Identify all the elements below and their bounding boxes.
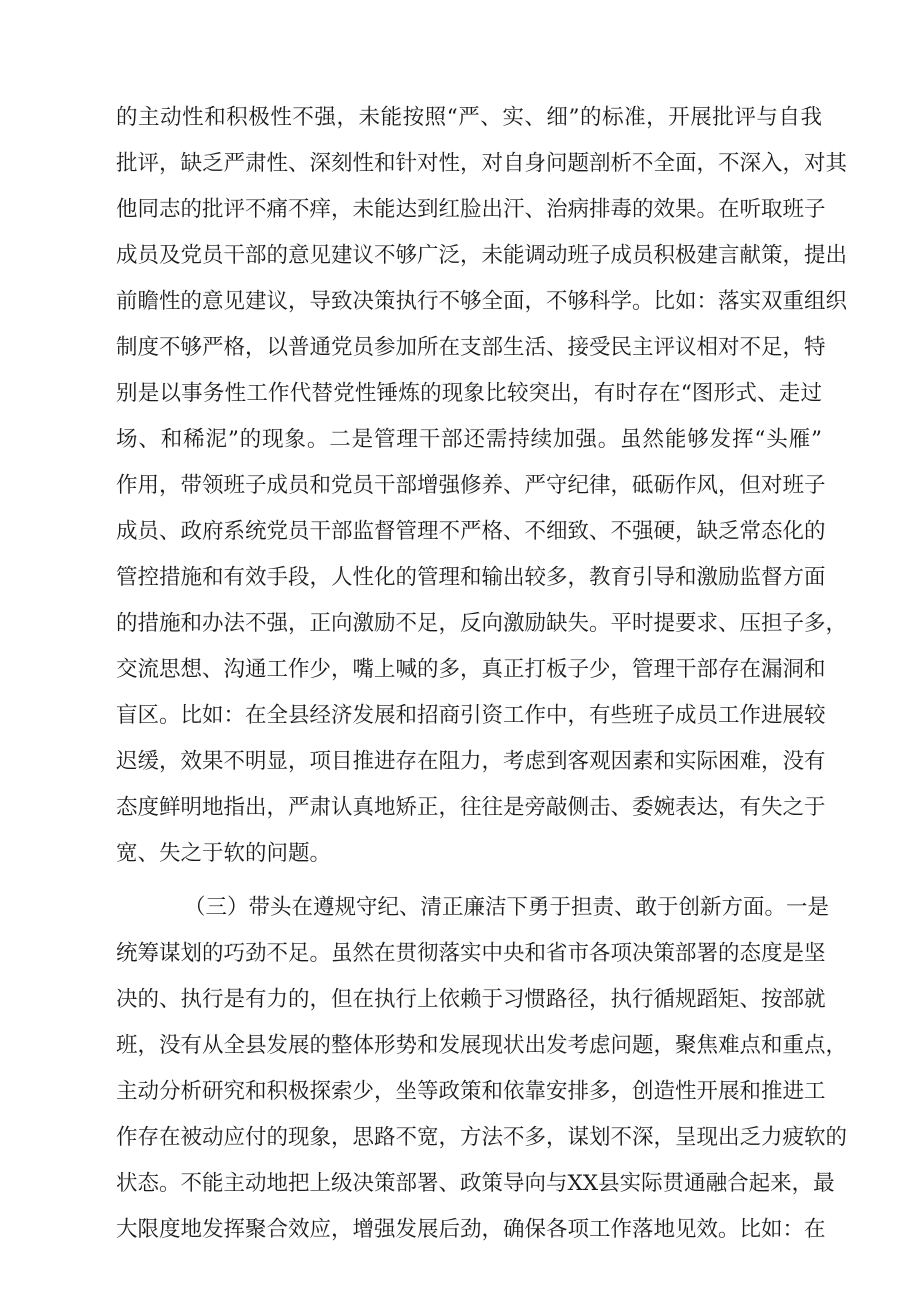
paragraph-1-line-15: 迟缓，效果不明显，项目推进存在阻力，考虑到客观因素和实际困难，没有 [116, 749, 826, 774]
paragraph-2-line-5: 主动分析研究和积极探索少，坐等政策和依靠安排多，创造性开展和推进工 [116, 1079, 826, 1104]
paragraph-2-line-4: 班，没有从全县发展的整体形势和发展现状出发考虑问题，聚焦难点和重点， [116, 1033, 848, 1058]
paragraph-1-line-16: 态度鲜明地指出，严肃认真地矫正，往往是旁敲侧击、委婉表达，有失之于 [116, 795, 826, 820]
paragraph-1-line-10: 成员、政府系统党员干部监督管理不严格、不细致、不强硬，缺乏常态化的 [116, 519, 826, 544]
paragraph-1-line-14: 盲区。比如：在全县经济发展和招商引资工作中，有些班子成员工作进展较 [116, 703, 826, 728]
paragraph-1-line-11: 管控措施和有效手段，人性化的管理和输出较多，教育引导和激励监督方面 [116, 565, 826, 590]
paragraph-1-line-5: 前瞻性的意见建议，导致决策执行不够全面，不够科学。比如：落实双重组织 [116, 289, 848, 314]
paragraph-2-line-2: 统筹谋划的巧劲不足。虽然在贯彻落实中央和省市各项决策部署的态度是坚 [116, 941, 826, 966]
paragraph-1-line-1: 的主动性和积极性不强，未能按照“严、实、细”的标准，开展批评与自我 [116, 105, 822, 130]
paragraph-1-line-2: 批评，缺乏严肃性、深刻性和针对性，对自身问题剖析不全面，不深入，对其 [116, 151, 848, 176]
paragraph-1-line-9: 作用，带领班子成员和党员干部增强修养、严守纪律，砥砺作风，但对班子 [116, 473, 826, 498]
paragraph-1-line-3: 他同志的批评不痛不痒，未能达到红脸出汗、治病排毒的效果。在听取班子 [116, 197, 826, 222]
paragraph-2-line-8: 大限度地发挥聚合效应，增强发展后劲，确保各项工作落地见效。比如：在 [116, 1217, 826, 1242]
paragraph-2-line-3: 决的、执行是有力的，但在执行上依赖于习惯路径，执行循规蹈矩、按部就 [116, 987, 826, 1012]
paragraph-1-line-17: 宽、失之于软的问题。 [116, 841, 332, 866]
paragraph-1-line-12: 的措施和办法不强，正向激励不足，反向激励缺失。平时提要求、压担子多， [116, 611, 848, 636]
paragraph-2-line-1: （三）带头在遵规守纪、清正廉洁下勇于担责、敢于创新方面。一是 [184, 895, 830, 920]
paragraph-2-line-6: 作存在被动应付的现象，思路不宽，方法不多，谋划不深，呈现出乏力疲软的 [116, 1125, 848, 1150]
paragraph-1-line-6: 制度不够严格，以普通党员参加所在支部生活、接受民主评议相对不足，特 [116, 335, 826, 360]
paragraph-1-line-7: 别是以事务性工作代替党性锤炼的现象比较突出，有时存在“图形式、走过 [116, 381, 822, 406]
paragraph-1-line-4: 成员及党员干部的意见建议不够广泛，未能调动班子成员积极建言献策，提出 [116, 243, 848, 268]
paragraph-2-line-7: 状态。不能主动地把上级决策部署、政策导向与XX县实际贯通融合起来，最 [116, 1171, 835, 1196]
paragraph-1-line-8: 场、和稀泥”的现象。二是管理干部还需持续加强。虽然能够发挥“头雁” [116, 427, 822, 452]
paragraph-1-line-13: 交流思想、沟通工作少，嘴上喊的多，真正打板子少，管理干部存在漏洞和 [116, 657, 826, 682]
